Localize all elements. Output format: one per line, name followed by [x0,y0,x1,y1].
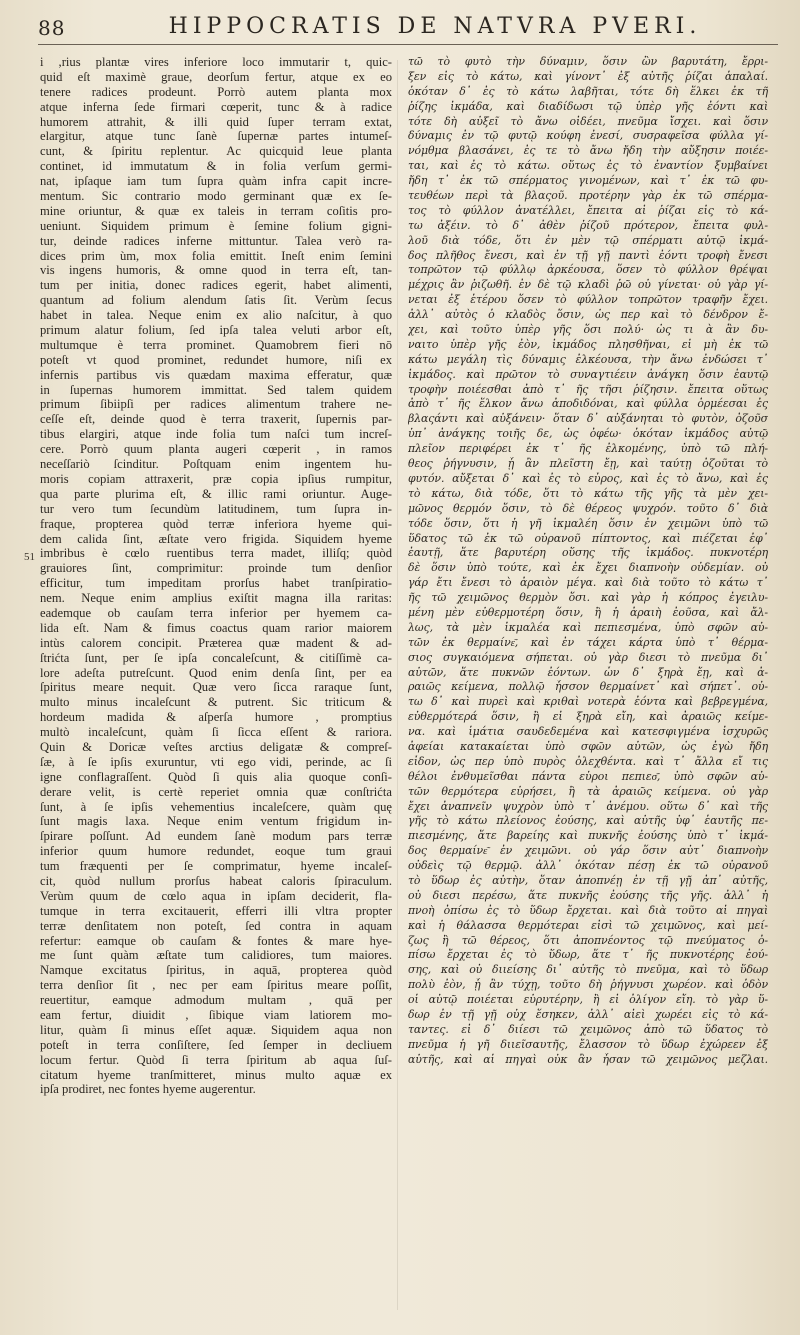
greek-text-line: λοῦ διὰ τόδε, ὅτι ἐν μὲν τῷ σπέρματι αὐτῷ ἰκμά- [408,233,768,247]
greek-text-line: πνεῦμα ἡ γῆ διιεῖσαυτῆς, ἔλασσον τὸ ὕδωρ ἐχώρεεν ἐξ [408,1037,768,1051]
greek-text-line: δος θερμαίνε͂ ἐν χειμῶνι. οὐ γάρ ὅσιν αὐτ᾽ διαπνοὴν [408,844,768,858]
greek-text-line: νεται ἐξ ἑτέρου ὅσεν τὸ φύλλον τοπρῶτον τραφῆν ἔχει. [408,293,768,307]
greek-text-line: τὸ κάτω, διὰ τόδε, ὅτι τὸ κάτω τῆς γῆς τὰ μὲν χει- [408,486,768,500]
greek-text-line: πολὺ ἐὸν, ᾗ ἂν τύχῃ, τοῦτο δὴ ῥήγνυσι χωρέον. καὶ ὁδὸν [408,978,768,992]
latin-text-line: tibus elargiri, atque inde folia tum naſci tum increſ- [40,427,392,442]
latin-text-line: ueniunt. Siquidem primum è ſemine folium gigni- [40,218,392,233]
latin-text-line: efficitur, tum impeditam prorſus habet tranſpiratio- [40,576,392,591]
latin-text-line: derare velit, is certè reperiet omnia quæ conſtrićta [40,784,392,799]
latin-text-line: quid eſt maximè graue, deorſum fertur, atque ex eo [40,69,392,84]
greek-text-line: αὐτῶν, ἅτε πυκνῶν ἐόντων. ὧν δ᾽ ξηρὰ ἔῃ, καὶ ἀ- [408,665,768,679]
greek-text-line: θέλοι ἐνθυμεῖσθαι πάντα εὑροι πεπιεσ͂, ὑπὸ σφῶν αὐ- [408,769,768,783]
latin-text-line: intùs calorem concipit. Præterea quæ madent & ad- [40,635,392,650]
greek-text-line: σιος συγκαιόμενα σήπεται. οὐ γὰρ διεσι τὸ πνεῦμα δι᾽ [408,650,768,664]
latin-text-line: ipſa prodiret, nec fontes hyeme augerentur. [40,1082,256,1097]
latin-text-line: primum ſibiipſi per radices alimentum trahere ne- [40,397,392,412]
greek-text-line: οἱ αὐτῷ ποιέεται εὐρυτέρην, ἢ εἰ ὀλίγον εἴη. τὸ γὰρ ὕ- [408,993,768,1007]
latin-text-line: moris copiam attraxerit, præ copia ipſius rumpitur, [40,471,392,486]
greek-text-line: θεος ῥήγνυσιν, ᾗ ἂν πλεῖστη ἔῃ, καὶ ταύτῃ ὀζοῦται τὸ [408,457,768,471]
latin-text-line: cunt, & ſpiritu replentur. Ac quicquid leue planta [40,144,392,159]
greek-column [408,55,768,1310]
greek-text-line: ἀλλ᾽ αὐτὸς ὁ κλαδὸς ὅσιν, ὡς περ καὶ τὸ δένδρον ἔ- [408,308,768,322]
margin-note: 51 [24,551,35,563]
latin-text-line: mentum. Sic contrario modo germinant quæ ex ſe- [40,189,392,204]
greek-text-line: ἤδη τ᾽ ἐκ τῶ σπέρματος γινομένων, καὶ τ᾽ ἐκ τῶ φυ- [408,174,768,188]
latin-text-line: cit, quòd nullum prorſus habeat caloris ſpiraculum. [40,873,392,888]
latin-text-line: neceſſariò ſcinditur. Poſtquam enim ingentem hu- [40,457,392,472]
greek-text-line: οὐδεὶς τῷ θερμῷ. ἀλλ᾽ ὁκόταν πέσῃ ἐκ τῶ οὐρανοῦ [408,859,768,873]
latin-text-line: primum alatur folium, ſed ipſa talea veluti arbor eſt, [40,323,392,338]
latin-text-line: infernis partibus vis quædam maxima efferatur, quæ [40,367,392,382]
latin-column [40,55,392,1310]
greek-text-line: τῶ τὸ φυτὸ τὴν δύναμιν, ὅσιν ὢν βαρυτάτη, ἔρρι- [408,55,768,68]
latin-text-line: tum per initia, donec radices egerit, habet alimenti, [40,278,392,293]
greek-text-line: τω δ᾽ καὶ πυρεὶ καὶ κριθαὶ νοτερὰ ἐόντα καὶ βεβρεγμένα, [408,695,768,709]
latin-text-line: habet in talea. Neque enim ex alio naſcitur, à quo [40,308,392,323]
greek-text-line: ὕδατος τῶ ἐκ τῶ οὐρανοῦ πίπτοντος, καὶ πιέζεται ἐφ᾽ [408,531,768,545]
latin-text-line: humorem attrahit, & illi quid ſuper terram extat, [40,114,392,129]
greek-text-line: οὐ διεσι περέσω, ἅτε πυκνῆς ἐούσης τῆς γῆς. ἀλλ᾽ ἡ [408,888,768,902]
column-gutter [397,60,398,1310]
latin-text-line: fraque, propterea quòd terræ inferiora hyeme qui- [40,516,392,531]
latin-text-line: multo minus incaleſcunt & putrent. Sic triticum & [40,695,392,710]
greek-text-line: ἑαυτῇ, ἅτε βαρυτέρη οὕσης τῆς ἰκμάδος. πυκνοτέρη [408,546,768,560]
latin-text-line: Quin & Doricæ veſtes arctius deligatæ & compreſ- [40,739,392,754]
greek-text-line: πλεῖον περιφέρει ἐκ τ᾽ ῆς ἐλκομένης, ὑπὸ τῶ πλή- [408,442,768,456]
latin-text-line: lore adeſta putreſcunt. Quod enim denſa ſint, per ea [40,665,392,680]
greek-text-line: δὲ ὅσιν ὑπὸ τούτε, καὶ ἐκ ἔχει διαπνοὴν οὐδεμίαν. οὐ [408,561,768,575]
greek-text-line: ραιῶς κείμενα, πολλῷ ἧσσον θερμαίνετ᾽ καὶ σήπετ᾽. οὐ- [408,680,768,694]
greek-text-line: ναιτο ὑπὲρ γῆς ἐὸν, ἰκμάδος πλησθῆναι, εἰ μὴ ἐκ τῶ [408,337,768,351]
greek-text-line: τοπρῶτον τῷ φύλλῳ ἀρκέουσα, ὅσεν τὸ φύλλον θρέψαι [408,263,768,277]
latin-text-line: nat, ipſaque iam tum ſupra quàm infra capit incre- [40,174,392,189]
latin-text-line: me ſunt quàm æſtate tum calidiores, tum maiores. [40,948,392,963]
greek-text-line: βλαςάντι καὶ αὐξάνειν· ὅταν δ᾽ αὐξάνηται τὸ φυτὸν, ὀζοῦσ [408,412,768,426]
greek-text-line: λως, τὰ μὲν ἰκμαλέα καὶ πεπιεσμένα, ὑπὸ σφῶν αὐ- [408,620,768,634]
latin-text-line: quantum ad folium alendum ſatis ſit. Verùm ſecus [40,293,392,308]
greek-text-line: γῆς τὸ κάτω πλείονος ἐούσης, καὶ αὐτῆς ὑφ᾽ ἑαυτῆς πε- [408,814,768,828]
latin-text-line: elargitur, atque tunc ſanè ſupernæ partes intumeſ- [40,129,392,144]
latin-text-line: dem calida ſint, æſtate vero frigida. Siquidem hyeme [40,531,392,546]
greek-text-line: δύναμις ἐν τῷ φυτῷ κούφη ἐνεσί, συσραφεῖσα φύλλα γί- [408,129,768,143]
latin-text-line: mine oriuntur, & quæ ex taleis in terram coſitis pro- [40,203,392,218]
latin-text-line: qua parte plurima eſt, & illic rami oriuntur. Auge- [40,486,392,501]
latin-text-line: atque inferna ſede firmari cœperit, tunc & à radice [40,99,392,114]
latin-text-line: grauiores ſint, comprimitur: proinde tum denſior [40,561,392,576]
greek-text-line: φυτόν. αὔξεται δ᾽ καὶ ἐς τὸ εὖρος, καὶ ἐς τὸ ἄνω, καὶ ἐς [408,471,768,485]
latin-text-line: refertur: eamque ob cauſam & fontes & mare hye- [40,933,392,948]
greek-text-line: τροφὴν ποιέεσθαι ἀπὸ τ᾽ ῆς τῆσι ῥίζησιν. ἔπειτα οὕτως [408,382,768,396]
greek-text-line: αὐτῆς, καὶ αἱ πηγαὶ οὐκ ἂν ἦσαν τῶ χειμῶνος μεζλαι. [408,1052,768,1066]
greek-text-line: ἀφείαι κατακαίεται ὑπὸ σφῶν αὐτῶν, ὡς ἐγὼ ἤδη [408,739,768,753]
latin-text-line: lida eſt. Nam & fimus coactus quam rarior maiorem [40,620,392,635]
greek-text-line: εἶδον, ὡς περ ὑπὸ πυρὸς ὀλεχθέντα. καὶ τ᾽ ἄλλα εἴ τις [408,754,768,768]
latin-text-line: cere. Porrò quum planta augeri cœperit , in ramos [40,442,392,457]
latin-text-line: nem. Neque enim amplius exiſtit magna illa raritas: [40,591,392,606]
latin-text-line: vis ingens humoris, & omne quod in terra eſt, tan- [40,263,392,278]
latin-text-line: ſunt magis laxa. Neque enim ventum frigidum in- [40,814,392,829]
greek-text-line: πίσω ἔρχεται ἐς τὸ ὕδωρ, ἅτε τ᾽ ῆς πυκνοτέρης ἐού- [408,948,768,962]
latin-text-line: dices prim ùm, mox folia emittit. Ineſt enim ſemini [40,248,392,263]
latin-text-line: reuertitur, eamque admodum multam , quā per [40,993,392,1008]
page-number: 88 [38,16,66,40]
greek-text-line: καὶ ἡ θάλασσα θερμότεραι εἰσὶ τῶ χειμῶνος, καὶ μεί- [408,918,768,932]
latin-text-line: poteſt in terra conſiſtere, ſed ſemper in decliuem [40,1037,392,1052]
greek-text-line: σης, καὶ οὐ διιείσης δι᾽ αὐτῆς τὸ πνεῦμα, καὶ τὸ ὕδωρ [408,963,768,977]
latin-text-line: terræ denſitatem non poteſt, ſed contra in aquam [40,918,392,933]
greek-text-line: γάρ ἔτι ἔνεσι τὸ ἀραιὸν μέγα. καὶ διὰ τοῦτο τὸ κάτω τ᾽ [408,576,768,590]
latin-text-line: ſpirare poſſunt. Ad eundem ſanè modum pars terræ [40,829,392,844]
latin-text-line: ſtrićta ſunt, per ſe ipſa concaleſcunt, & citiſſimè ca- [40,650,392,665]
greek-text-line: τῶν θερμότερα εὑρήσει, ἢ τὰ ἀραιῶς κείμενα. οὐ γὰρ [408,784,768,798]
greek-text-line: τω ἀξέιν. τὸ δ᾽ ἀθὲν ῥίζοῦ πρότερον, ἔπειτα φυλ- [408,218,768,232]
greek-text-line: ἀπὸ τ᾽ ῆς ἕλκον ἄνω ἀποδιδόναι, καὶ φύλλα ὁρμέεσαι ἐς [408,397,768,411]
greek-text-line: ῥίζης ἰκμάδα, καὶ διαδίδωσι τῷ ὑπὲρ γῆς ἐόντι καὶ [408,99,768,113]
latin-text-line: poteſt vt quod prominet, redundet humore, niſi ex [40,352,392,367]
latin-text-line: multumque è terra prominet. Quamobrem fieri nō [40,337,392,352]
greek-text-line: πνοὴ ὀπίσω ἐς τὸ ὕδωρ ἔρχεται. καὶ διὰ τοῦτο αἱ πηγαὶ [408,903,768,917]
greek-text-line: τὸ ὕδωρ ἐς αὐτὴν, ὅταν ἀποπνέῃ ἐν τῇ γῇ ἀπ᾽ αὐτῆς, [408,873,768,887]
latin-text-line: in ſupernas humorem immittat. Sed talem quidem [40,382,392,397]
greek-text-line: δωρ ἐν τῇ γῇ οὐχ ἕσηκεν, ἀλλ᾽ αἰεὶ χωρέει εἰς τὸ κά- [408,1008,768,1021]
greek-text-line: μέχρις ἂν ῥιζωθῆ. ἐν δὲ τῷ κλαδὶ ῥῶ οὐ γίνεται· οὐ γὰρ γί- [408,278,768,292]
greek-text-line: χει, καὶ τοῦτο ὑπὲρ γῆς ὅσι πολύ· ὡς τι ὰ ἂν δυ- [408,323,768,337]
latin-text-line: igne conflagraſſent. Quòd ſi quis alia quoque conſi- [40,769,392,784]
latin-text-line: Verùm quum de cœlo aqua in ipſam deciderit, fla- [40,888,392,903]
latin-text-line: tum fræquenti per ſe comprimatur, hyeme incaleſ- [40,859,392,874]
latin-text-line: terra denſior ſit , nec per eam ſpiritus meare poſſit, [40,978,392,993]
greek-text-line: τῶν ἐκ θερμαίνε͂, καὶ ἐν τάχει κάρτα ὑπὸ τ᾽ θέρμα- [408,635,768,649]
greek-text-line: κάτω μεγάλη τὶς δύναμις ἐλκέουσα, τὴν ἄνω ἐνδώσει τ᾽ [408,352,768,366]
latin-text-line: tenere radices prodeunt. Porrò autem planta mox [40,84,392,99]
latin-text-line: multò incaleſcunt, quàm ſi ſicca eſſent & rariora. [40,725,392,740]
greek-text-line: μῶνος θερμόν ὅσιν, τὸ δὲ θέρεος ψυχρόν. τοῦτο δ᾽ διὰ [408,501,768,515]
latin-text-line: ſunt, à ſe ipſis vehementius incaleſcere, quàm quę [40,799,392,814]
greek-text-line: τος τὸ φύλλον ἀνατέλλει, ἔπειτα αἱ ῥίζαι εἰς τὸ κά- [408,203,768,217]
greek-text-line: νόμθμα βλασάνει, ἐς τε τὸ ἄνω ἤδη τὴν αὔξησιν ποιέε- [408,144,768,158]
latin-text-line: tumque in terra excitauerit, efferri illi vltra propter [40,903,392,918]
greek-text-line: πιεσμένης, ἅτε βαρείης καὶ πυκνῆς ἐούσης ὑπὸ τ᾽ ἰκμά- [408,829,768,843]
latin-text-line: ſæ, à ſe ipſis exuruntur, vti ego vidi, perinde, ac ſi [40,754,392,769]
latin-text-line: litur, quàm ſi minus eſſet aquæ. Siquidem aqua non [40,1022,392,1037]
latin-text-line: ceſſe eſt, deinde quod è terra traxerit, ſupernis par- [40,412,392,427]
greek-text-line: δος πλῆθος ἔνεσι, καὶ ἐν τῇ γῇ παντὶ ἐόντι τροφὴ ἔνεσι [408,248,768,262]
latin-text-line: eam fertur, diuidit , ſibique viam latiorem mo- [40,1008,392,1022]
greek-text-line: τευθέων περὶ τὰ βλαςοῦ. προτέρην γὰρ ἐκ τῶ σπέρμα- [408,189,768,203]
greek-text-line: ὁκόταν δ᾽ ἐς τὸ κάτω λαβῆται, τότε δὴ ἕλκει ἐκ τῆ [408,84,768,98]
greek-text-line: ται, καὶ ἐς τὸ κάτω. οὕτως ἐς τὸ ἐναντίον ξυμβαίνει [408,159,768,173]
greek-text-line: ταντες. εἰ δ᾽ διίεσι τῶ χειμῶνος ἀπὸ τῶ ὕδατος τὸ [408,1022,768,1036]
greek-text-line: ῆς τῶ χειμῶνος θερμὸν ὅσι. καὶ γὰρ ἡ κόπρος ἐγειλυ- [408,591,768,605]
latin-text-line: Namque excitatus ſpiritus, in aquā, propterea quòd [40,963,392,978]
greek-text-line: ὑπ᾽ ἀνάγκης τοιῆς δε, ὡς ὀφέω· ὁκόταν ἰκμάδος αὐτῷ [408,427,768,441]
latin-text-line: i ,rius plantæ vires inferiore loco immutarir t, quic- [40,55,392,69]
latin-text-line: ſpiritus meare nequit. Quæ vero ſicca raraque ſunt, [40,680,392,695]
latin-text-line: imbribus è cœlo ruentibus terra madet, illiſq; quòd [40,546,392,561]
latin-text-line: eademque ob cauſam terra inferior per hyemem ca- [40,605,392,620]
greek-text-line: τόδε ὅσιν, ὅτι ἡ γῆ ἰκμαλέη ὅσιν ἐν χειμῶνι ὑπὸ τῶ [408,516,768,530]
greek-text-line: μένη μὲν εὐθερμοτέρη ὅσιν, ἢ ἡ ἀραιὴ ἐοῦσα, καὶ ἄλ- [408,605,768,619]
greek-text-line: ἰκμάδος. καὶ πρῶτον τὸ συναγτιέειν ἀνάγκη ὅσιν ἑαυτῷ [408,367,768,381]
latin-text-line: hordeum madida & aſperſa humore , promptius [40,710,392,725]
greek-text-line: ζως ἢ τῶ θέρεος, ὅτι ἀποπνέοντος τῷ πνεύματος ὀ- [408,933,768,947]
latin-text-line: locum fertur. Quòd ſi terra ſpiritum ab aqua ſuſ- [40,1052,392,1067]
greek-text-line: τότε δὴ αὐξεῖ τὸ ἄνω οἰδέει, πνεῦμα ἴσχει. καὶ ὅσιν [408,114,768,128]
greek-text-line: ἔχει ἀναπνεῖν ψυχρὸν ὑπὸ τ᾽ ἀνέμου. οὕτω δ᾽ καὶ τῆς [408,799,768,813]
latin-text-line: continet, id immutatum & in folia verſum germi- [40,159,392,174]
latin-text-line: inferior quum humore redundet, eoque tum graui [40,844,392,859]
running-title: HIPPOCRATIS DE NATVRA PVERI. [168,14,702,39]
latin-text-line: tur, deinde radices inferne mittuntur. Talea verò ra- [40,233,392,248]
greek-text-line: ξεν εἰς τὸ κάτω, καὶ γίνοντ᾽ ἐξ αὐτῆς ῥίζαι ἁπαλαί. [408,69,768,83]
latin-text-line: citatum hyeme tranſmitteret, minus multo aquæ ex [40,1067,392,1082]
greek-text-line: εὐθερμότερά ὅσιν, ἢ εἰ ξηρὰ εἴη, καὶ ἀραιῶς κείμε- [408,710,768,724]
page-header [38,12,778,45]
latin-text-line: tur vero tum ſecundùm latitudinem, tum ſupra in- [40,501,392,516]
greek-text-line: να. καὶ ἱμάτια σαυδεδεμένα καὶ κατεσφιγμένα ἰσχυρῶς [408,725,768,739]
